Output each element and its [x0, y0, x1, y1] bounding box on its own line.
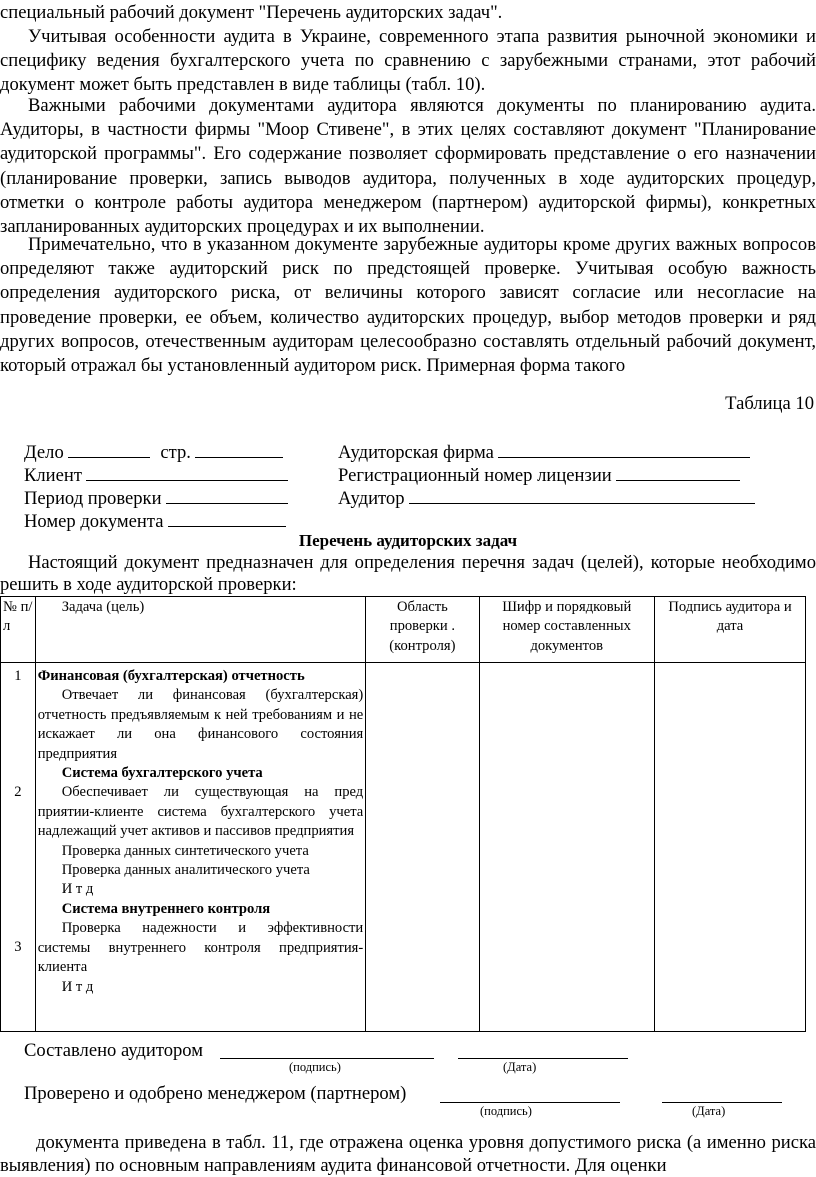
form-docnum-blank — [168, 508, 286, 527]
approved-date-line — [662, 1102, 782, 1103]
section-2-text: Обеспечивает ли существующая на пред приятии-клиенте система бухгалтерского учета надлежащий учет активов и пассивов предприятия — [37, 784, 364, 840]
section-3-text: Проверка надежности и эффективности системы внутреннего контроля предприятия-клиента — [37, 920, 364, 976]
audit-tasks-table — [0, 596, 806, 1032]
approved-date-caption: (Дата) — [692, 1104, 726, 1118]
form-page-blank — [195, 439, 283, 458]
form-client-field — [24, 462, 288, 487]
form-page-label: стр. — [160, 442, 191, 463]
form-firm-field — [338, 439, 750, 464]
row-number-3: 3 — [14, 939, 22, 955]
header-number: № п/л — [1, 597, 36, 663]
form-auditor-blank — [409, 485, 755, 504]
compiled-date-caption: (Дата) — [503, 1060, 537, 1074]
paragraph-3: Важными рабочими документами аудитора являются документы по планированию аудита. Аудиторы, в частности фирмы "Моор Стивене", в этих целях составляют документ "Планирование аудиторской программы". Его содержание позволяет сформировать представление о его назначении (планирование проверки, запись выводов аудитора, полученных в ходе аудиторских процедур, отметки о контроле работы аудитора менеджером (партнером) аудиторской фирмы), конкретных запланированных аудиторских процедурах и их выполнении. — [0, 95, 816, 238]
section-2-title: Система бухгалтерского учета — [61, 765, 263, 782]
form-license-label: Регистрационный номер лицензии — [338, 465, 612, 486]
section-1-title: Финансовая (бухгалтерская) отчетность — [37, 668, 305, 684]
header-code: Шифр и порядковый номер составленных документов — [479, 597, 654, 663]
signature-cell — [654, 663, 805, 1032]
number-cell — [1, 663, 36, 1032]
form-case-label: Дело — [24, 442, 64, 463]
form-period-field — [24, 485, 288, 510]
header-signature: Подпись аудитора и дата — [654, 597, 805, 663]
compiled-signature-caption: (подпись) — [289, 1060, 341, 1074]
area-cell — [366, 663, 479, 1032]
paragraph-2: Учитывая особенности аудита в Украине, современного этапа развития рыночной экономики и специфику ведения бухгалтерского учета по сравнению с зарубежными странами, этот рабочий документ может быть представлен в виде таблицы (табл. 10). — [0, 26, 816, 96]
approved-signature-line — [440, 1102, 620, 1103]
compiled-by-label: Составлено аудитором — [24, 1040, 204, 1061]
section-1-text: Отвечает ли финансовая (бухгалтерская) отчетность предъявляемым к ней требованиям и не искажает ли она финансового состояния предприятия — [37, 687, 364, 762]
form-client-label: Клиент — [24, 465, 82, 486]
header-area: Область проверки .(контроля) — [366, 597, 479, 663]
table-number: Таблица 10 — [725, 393, 814, 414]
form-period-label: Период проверки — [24, 488, 162, 509]
form-period-blank — [166, 485, 288, 504]
doc-title: Перечень аудиторских задач — [298, 531, 518, 550]
approved-signature-caption: (подпись) — [480, 1104, 532, 1118]
row-number-1: 1 — [14, 668, 22, 684]
row-number-2: 2 — [14, 784, 22, 800]
section-3-etc: И т д — [61, 978, 94, 995]
section-2-item-1: Проверка данных синтетического учета — [61, 842, 309, 859]
form-docnum-label: Номер документа — [24, 511, 164, 532]
section-2-item-2: Проверка данных аналитического учета — [61, 862, 310, 879]
approved-by-label: Проверено и одобрено менеджером (партнером) — [24, 1083, 407, 1104]
form-auditor-field — [338, 485, 755, 510]
code-cell — [479, 663, 654, 1032]
closing-paragraph: документа приведена в табл. 11, где отражена оценка уровня допустимого риска (а именно риска выявления) по основным направлениям аудита финансовой отчетности. Для оценки — [0, 1132, 816, 1176]
table-row — [1, 663, 806, 1032]
paragraph-4: Примечательно, что в указанном документе зарубежные аудиторы кроме других важных вопросов определяют также аудиторский риск по предстоящей проверке. Учитывая особую важность определения аудиторского риска, от величины которого зависят согласие или несогласие на проведение проверки, ее объем, количество аудиторских процедур, выбор методов проверки и ряд других вопросов, отечественным аудиторам целесообразно составлять отдельный рабочий документ, который отражал бы установленный аудитором риск. Примерная форма такого — [0, 234, 816, 377]
form-auditor-label: Аудитор — [338, 488, 405, 509]
form-firm-label: Аудиторская фирма — [338, 442, 494, 463]
form-client-blank — [86, 462, 288, 481]
compiled-signature-line — [220, 1058, 434, 1059]
section-3-title: Система внутреннего контроля — [61, 900, 271, 917]
form-license-blank — [616, 462, 740, 481]
paragraph-1: специальный рабочий документ "Перечень аудиторских задач". — [0, 2, 503, 23]
form-license-field — [338, 462, 740, 487]
header-task: Задача (цель) — [35, 597, 366, 663]
form-firm-blank — [498, 439, 750, 458]
table-header-row — [1, 597, 806, 663]
form-case-blank — [68, 439, 150, 458]
section-2-etc: И т д — [61, 881, 94, 898]
intro-text: Настоящий документ предназначен для определения перечня задач (целей), которые необходимо решить в ходе аудиторской проверки: — [0, 552, 816, 595]
form-case-field — [24, 439, 283, 464]
task-cell — [35, 663, 366, 1032]
compiled-date-line — [458, 1058, 628, 1059]
